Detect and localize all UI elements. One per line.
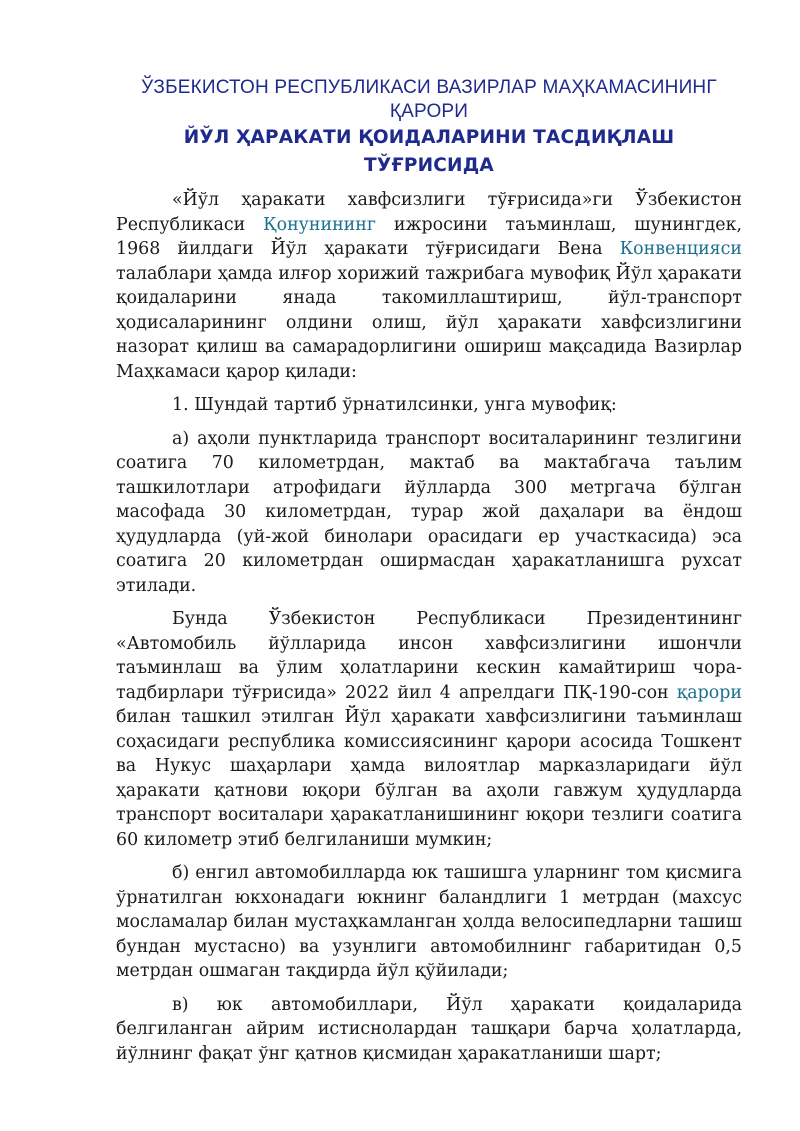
intro-paragraph: «Йўл ҳаракати хавфсизлиги тўғрисида»ги Ўзбекистон Республикаси Қонунининг ижросини таъминлаш, шунингдек, 1968 йилдаги Йўл ҳаракати тўғрисидаги Вена Конвенцияси талаблари ҳамда илғор хорижий тажрибага мувофиқ Йўл ҳаракати қоидаларини янада такомиллаштириш, йўл-транспорт ҳодисаларининг олдини олиш, йўл ҳаракати хавфсизлигини назорат қилиш ва самарадорлигини ошириш мақсадида Вазирлар Маҳкамаси қарор қилади: <box>116 190 742 382</box>
convention-link[interactable]: Конвенцияси <box>619 239 742 259</box>
document-title: ЎЗБЕКИСТОН РЕСПУБЛИКАСИ ВАЗИРЛАР МАҲКАМАСИНИНГ <box>141 77 717 98</box>
resolution-link[interactable]: қарори <box>676 682 742 703</box>
item-a-paragraph: а) аҳоли пунктларида транспорт воситаларининг тезлигини соатига 70 километрдан, мактаб ва мактабгача таълим ташкилотлари атрофидаги йўлларда 300 метргача бўлган масофада 30 километрдан, турар жой даҳалари ва ёндош ҳудудларда (уй-жой бинолари орасидаги ер участкасида) эса соатига 20 километрдан оширмасдан ҳаракатланишга рухсат этилади. <box>116 428 742 596</box>
note-paragraph: Бунда Ўзбекистон Республикаси Президентининг «Автомобиль йўлларида инсон хавфсизлигини ишончли таъминлаш ва ўлим ҳолатларини кескин камайтириш чора-тадбирлари тўғрисида» 2022 йил 4 апрелдаги ПҚ-190-сон қарори билан ташкил этилган Йўл ҳаракати хавфсизлигини таъминлаш соҳасидаги республика комиссиясининг қарори асосида Тошкент ва Нукус шаҳарлари ҳамда вилоятлар марказларидаги йўл ҳаракати қатнови юқори бўлган ва аҳоли гавжум ҳудудларда транспорт воситалари ҳаракатланишининг юқори тезлиги соатига 60 километр этиб белгиланиши мумкин; <box>116 609 742 850</box>
item-1-paragraph: 1. Шундай тартиб ўрнатилсинки, унга мувофиқ: <box>172 395 617 415</box>
document-title-continued: ҚАРОРИ <box>389 101 469 122</box>
document-subtitle: ЙЎЛ ҲАРАКАТИ ҚОИДАЛАРИНИ ТАСДИҚЛАШ ТЎҒРИСИДА <box>183 127 675 176</box>
document-page <box>116 74 742 1066</box>
item-b-paragraph: б) енгил автомобилларда юк ташишга уларнинг том қисмига ўрнатилган юкхонадаги юкнинг баландлиги 1 метрдан (махсус мосламалар билан мустаҳкамланган ҳолда велосипедларни ташиш бундан мустасно) ва узунлиги автомобилнинг габаритидан 0,5 метрдан ошмаган тақдирда йўл қўйилади; <box>116 863 742 981</box>
item-v-paragraph: в) юк автомобиллари, Йўл ҳаракати қоидаларида белгиланган айрим истиснолардан ташқари барча ҳолатларда, йўлнинг фақат ўнг қатнов қисмидан ҳаракатланиши шарт; <box>116 994 742 1064</box>
law-link[interactable]: Қонунининг <box>263 214 376 235</box>
